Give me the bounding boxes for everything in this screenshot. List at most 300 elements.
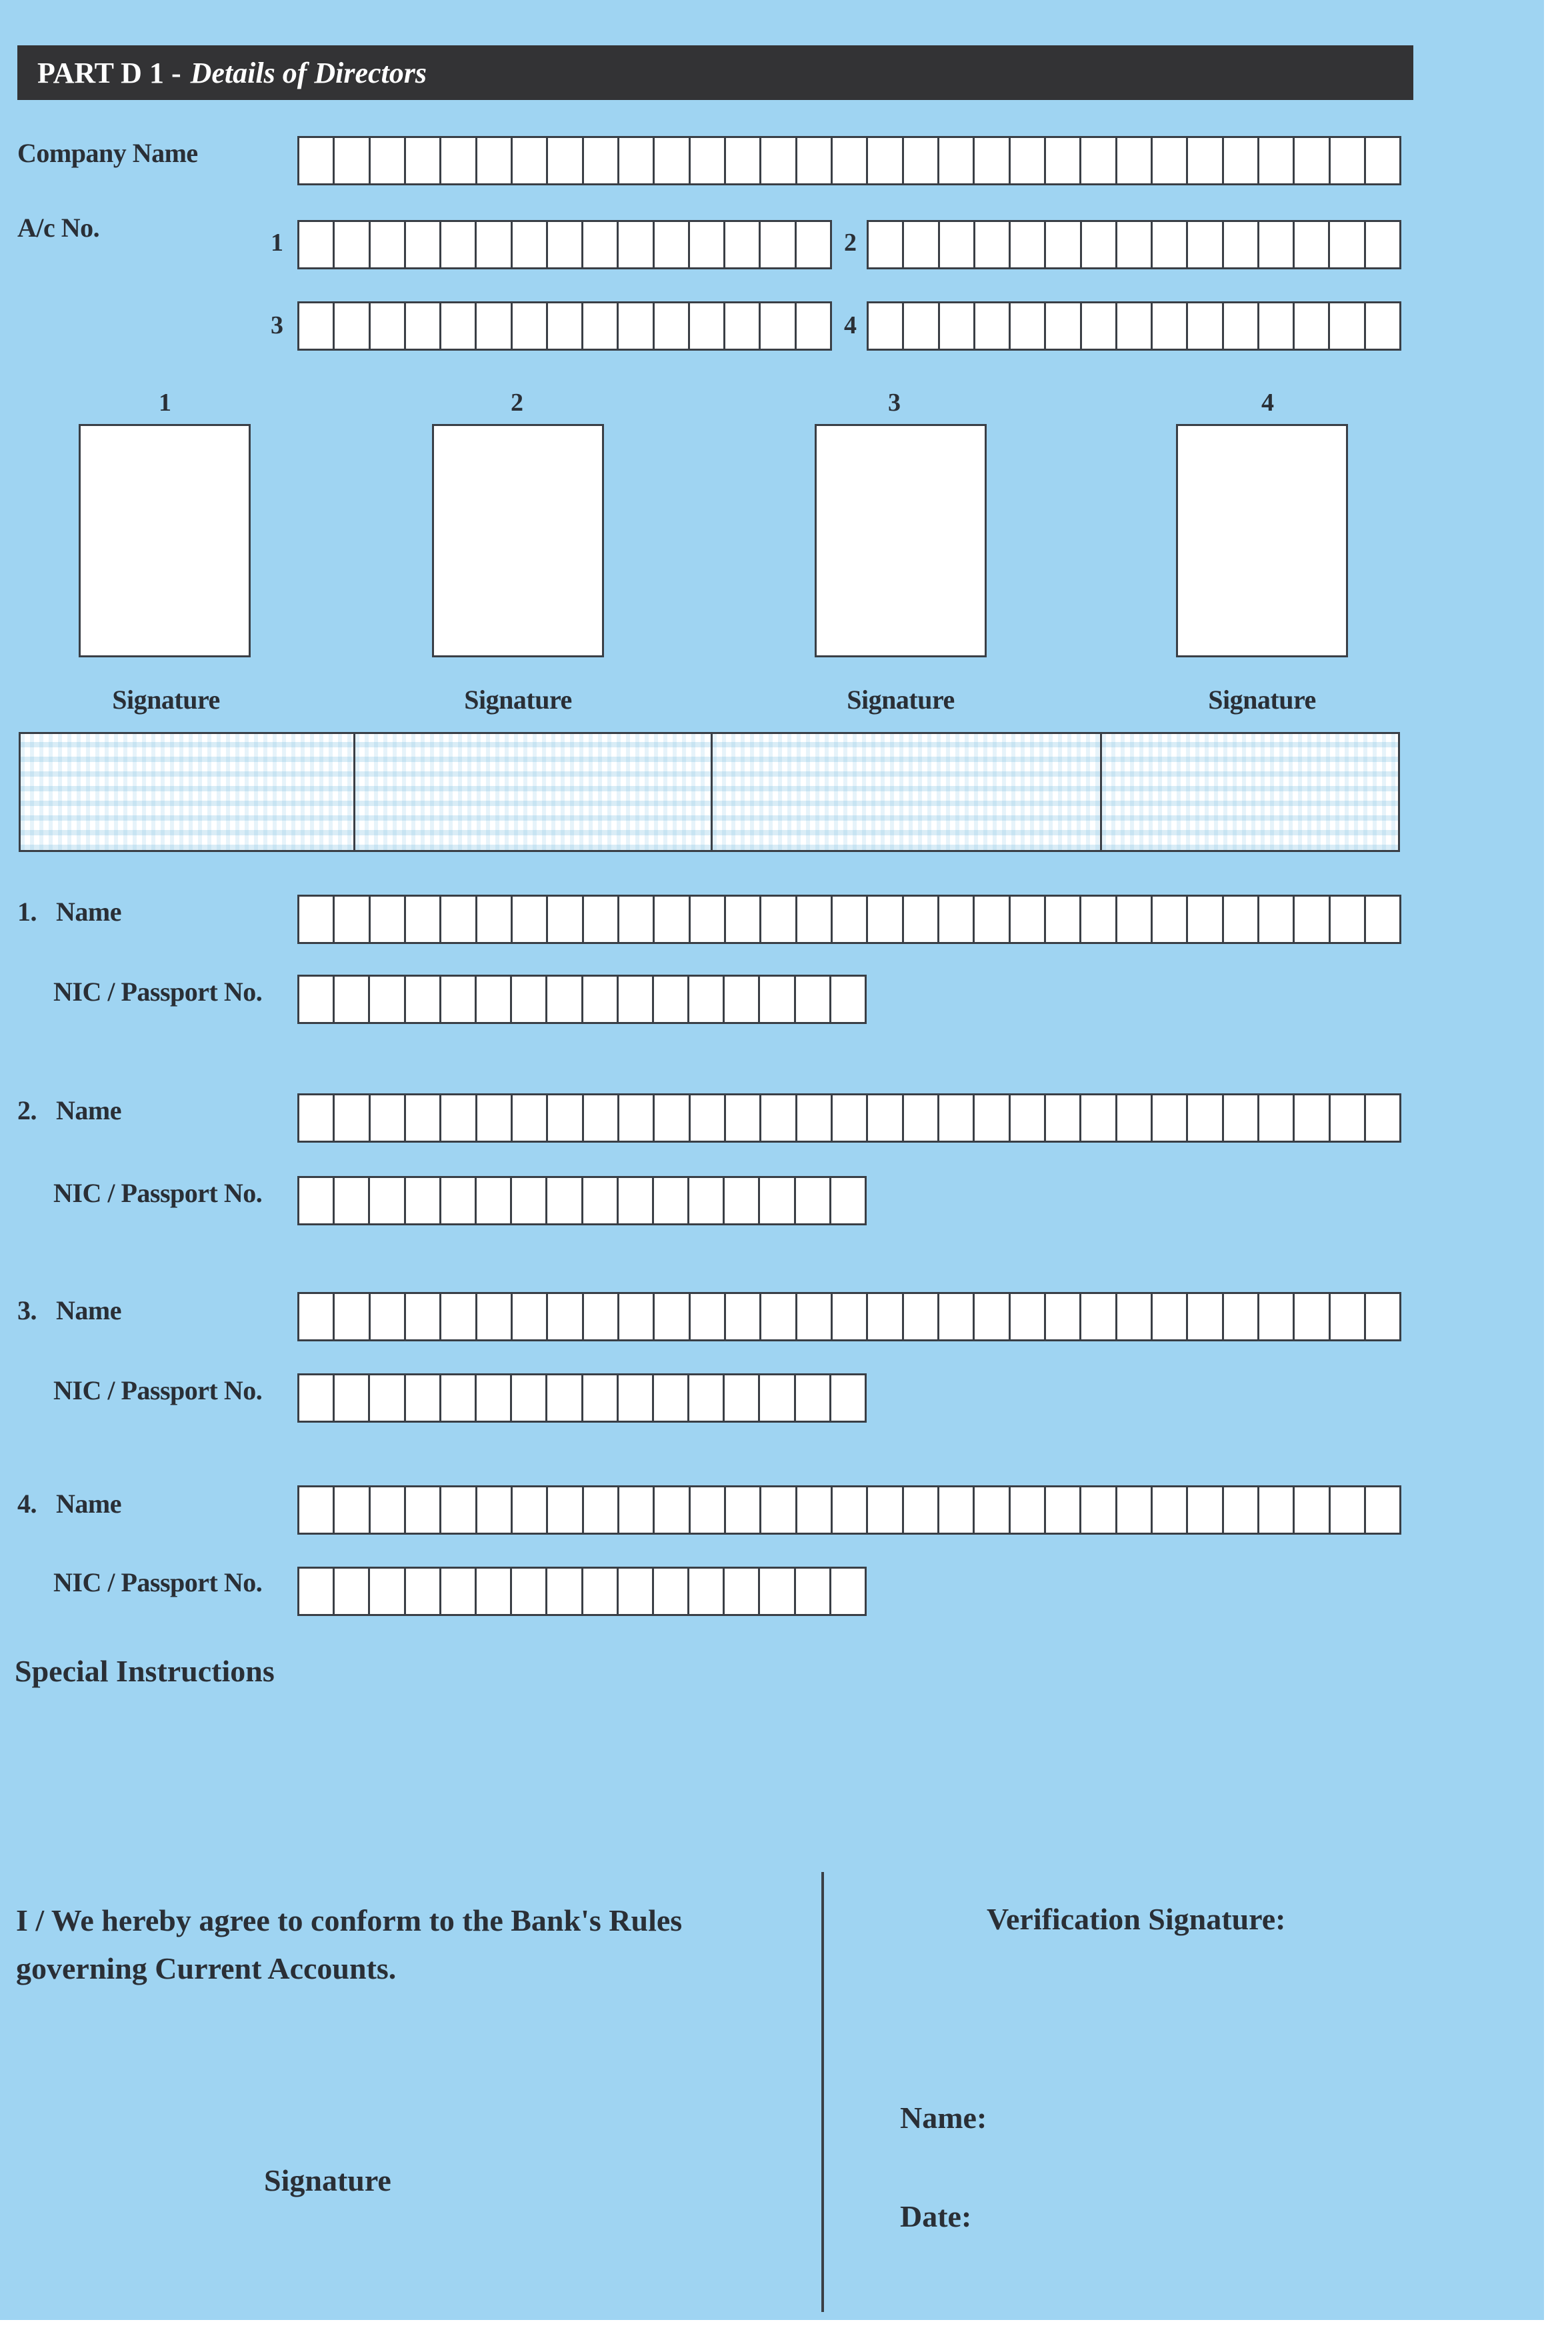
character-box[interactable] [477, 1569, 512, 1614]
character-box[interactable] [1117, 303, 1153, 349]
character-box[interactable] [477, 897, 513, 942]
character-box[interactable] [796, 977, 831, 1022]
character-box[interactable] [904, 1487, 939, 1533]
account-number-input-2[interactable] [867, 220, 1401, 269]
character-box[interactable] [1259, 303, 1295, 349]
character-box[interactable] [406, 1294, 441, 1339]
character-box[interactable] [370, 977, 405, 1022]
character-box[interactable] [761, 897, 797, 942]
character-box[interactable] [583, 303, 619, 349]
character-box[interactable] [299, 1375, 335, 1421]
character-box[interactable] [1224, 303, 1259, 349]
character-box[interactable] [584, 1095, 619, 1141]
character-box[interactable] [1153, 303, 1188, 349]
character-box[interactable] [654, 977, 689, 1022]
character-box[interactable] [1046, 1294, 1081, 1339]
character-box[interactable] [513, 1095, 548, 1141]
character-box[interactable] [371, 222, 406, 267]
character-box[interactable] [1153, 138, 1188, 183]
character-box[interactable] [1295, 1294, 1330, 1339]
photo-box-2[interactable] [432, 424, 604, 657]
character-box[interactable] [512, 1178, 547, 1223]
director-id-input-3[interactable] [297, 1373, 867, 1423]
character-box[interactable] [299, 1569, 335, 1614]
character-box[interactable] [371, 1487, 406, 1533]
character-box[interactable] [335, 897, 370, 942]
character-box[interactable] [1259, 897, 1295, 942]
character-box[interactable] [513, 1294, 548, 1339]
account-number-input-4[interactable] [867, 301, 1401, 351]
character-box[interactable] [939, 1095, 975, 1141]
special-instructions-area[interactable] [15, 1707, 1401, 1853]
character-box[interactable] [689, 977, 725, 1022]
character-box[interactable] [1295, 897, 1330, 942]
character-box[interactable] [939, 138, 975, 183]
character-box[interactable] [619, 1375, 654, 1421]
director-name-input-2[interactable] [297, 1093, 1401, 1143]
character-box[interactable] [904, 897, 939, 942]
character-box[interactable] [584, 138, 619, 183]
character-box[interactable] [548, 1294, 583, 1339]
character-box[interactable] [548, 222, 583, 267]
character-box[interactable] [1259, 1095, 1295, 1141]
character-box[interactable] [584, 1294, 619, 1339]
character-box[interactable] [513, 138, 548, 183]
character-box[interactable] [477, 1095, 513, 1141]
character-box[interactable] [406, 138, 441, 183]
character-box[interactable] [761, 1294, 797, 1339]
character-box[interactable] [833, 897, 868, 942]
character-box[interactable] [691, 1095, 726, 1141]
character-box[interactable] [1046, 138, 1081, 183]
character-box[interactable] [512, 1569, 547, 1614]
character-box[interactable] [796, 1375, 831, 1421]
character-box[interactable] [584, 897, 619, 942]
character-box[interactable] [1295, 1487, 1330, 1533]
character-box[interactable] [548, 897, 583, 942]
character-box[interactable] [299, 1095, 335, 1141]
character-box[interactable] [1259, 222, 1295, 267]
signature-panel-4[interactable] [1102, 734, 1398, 850]
character-box[interactable] [406, 977, 441, 1022]
character-box[interactable] [1081, 1294, 1117, 1339]
character-box[interactable] [1117, 138, 1153, 183]
character-box[interactable] [868, 1294, 903, 1339]
director-id-input-4[interactable] [297, 1567, 867, 1616]
account-number-input-3[interactable] [297, 301, 832, 351]
character-box[interactable] [1224, 1487, 1259, 1533]
character-box[interactable] [370, 1375, 405, 1421]
character-box[interactable] [939, 897, 975, 942]
character-box[interactable] [513, 1487, 548, 1533]
character-box[interactable] [1295, 222, 1330, 267]
character-box[interactable] [583, 1375, 619, 1421]
character-box[interactable] [796, 1178, 831, 1223]
character-box[interactable] [833, 1294, 868, 1339]
character-box[interactable] [406, 1178, 441, 1223]
character-box[interactable] [655, 1095, 690, 1141]
character-box[interactable] [619, 222, 654, 267]
character-box[interactable] [689, 1375, 725, 1421]
signature-panel-3[interactable] [713, 734, 1102, 850]
character-box[interactable] [441, 977, 477, 1022]
character-box[interactable] [441, 138, 477, 183]
character-box[interactable] [1366, 1294, 1399, 1339]
character-box[interactable] [1330, 303, 1365, 349]
character-box[interactable] [1331, 138, 1366, 183]
character-box[interactable] [691, 1294, 726, 1339]
character-box[interactable] [1295, 138, 1330, 183]
character-box[interactable] [335, 1487, 370, 1533]
character-box[interactable] [335, 977, 370, 1022]
character-box[interactable] [441, 1294, 477, 1339]
character-box[interactable] [583, 1569, 619, 1614]
character-box[interactable] [1081, 1095, 1117, 1141]
character-box[interactable] [655, 303, 690, 349]
character-box[interactable] [406, 1095, 441, 1141]
director-name-input-1[interactable] [297, 895, 1401, 944]
character-box[interactable] [975, 1487, 1010, 1533]
character-box[interactable] [725, 303, 761, 349]
character-box[interactable] [655, 897, 690, 942]
character-box[interactable] [975, 222, 1011, 267]
character-box[interactable] [299, 1178, 335, 1223]
character-box[interactable] [655, 222, 690, 267]
character-box[interactable] [1366, 1487, 1399, 1533]
character-box[interactable] [831, 1569, 865, 1614]
character-box[interactable] [1331, 1294, 1366, 1339]
character-box[interactable] [547, 1178, 583, 1223]
character-box[interactable] [1188, 897, 1223, 942]
character-box[interactable] [1153, 1095, 1188, 1141]
character-box[interactable] [726, 138, 761, 183]
character-box[interactable] [1331, 1095, 1366, 1141]
character-box[interactable] [975, 303, 1011, 349]
character-box[interactable] [1082, 303, 1117, 349]
character-box[interactable] [1224, 1095, 1259, 1141]
character-box[interactable] [760, 1569, 795, 1614]
character-box[interactable] [797, 1294, 833, 1339]
company-name-input[interactable] [297, 136, 1401, 185]
character-box[interactable] [299, 897, 335, 942]
character-box[interactable] [1224, 222, 1259, 267]
character-box[interactable] [512, 1375, 547, 1421]
character-box[interactable] [726, 1294, 761, 1339]
character-box[interactable] [1011, 1095, 1046, 1141]
character-box[interactable] [833, 1095, 868, 1141]
character-box[interactable] [975, 1294, 1010, 1339]
character-box[interactable] [1259, 138, 1295, 183]
character-box[interactable] [1295, 1095, 1330, 1141]
character-box[interactable] [547, 1375, 583, 1421]
character-box[interactable] [726, 1487, 761, 1533]
character-box[interactable] [406, 222, 441, 267]
character-box[interactable] [619, 1487, 655, 1533]
character-box[interactable] [370, 1569, 405, 1614]
character-box[interactable] [1188, 1095, 1223, 1141]
character-box[interactable] [1117, 1095, 1153, 1141]
character-box[interactable] [726, 1095, 761, 1141]
character-box[interactable] [406, 1375, 441, 1421]
character-box[interactable] [548, 1487, 583, 1533]
character-box[interactable] [833, 1487, 868, 1533]
character-box[interactable] [868, 1487, 903, 1533]
character-box[interactable] [299, 222, 335, 267]
character-box[interactable] [441, 1178, 477, 1223]
character-box[interactable] [1366, 1095, 1399, 1141]
character-box[interactable] [725, 1375, 760, 1421]
character-box[interactable] [441, 222, 477, 267]
character-box[interactable] [1153, 897, 1188, 942]
signature-panel-2[interactable] [355, 734, 713, 850]
character-box[interactable] [904, 303, 939, 349]
character-box[interactable] [1366, 897, 1399, 942]
character-box[interactable] [1081, 138, 1117, 183]
character-box[interactable] [335, 1569, 370, 1614]
character-box[interactable] [1188, 222, 1223, 267]
character-box[interactable] [690, 222, 725, 267]
character-box[interactable] [725, 977, 760, 1022]
character-box[interactable] [583, 222, 619, 267]
character-box[interactable] [477, 1487, 513, 1533]
character-box[interactable] [477, 977, 512, 1022]
character-box[interactable] [406, 1569, 441, 1614]
character-box[interactable] [761, 138, 797, 183]
character-box[interactable] [477, 222, 512, 267]
character-box[interactable] [1259, 1294, 1295, 1339]
character-box[interactable] [761, 1095, 797, 1141]
character-box[interactable] [1188, 303, 1223, 349]
character-box[interactable] [1082, 222, 1117, 267]
character-box[interactable] [761, 1487, 797, 1533]
character-box[interactable] [441, 897, 477, 942]
character-box[interactable] [797, 1095, 833, 1141]
character-box[interactable] [1259, 1487, 1295, 1533]
character-box[interactable] [1224, 1294, 1259, 1339]
character-box[interactable] [335, 303, 370, 349]
character-box[interactable] [1011, 138, 1046, 183]
character-box[interactable] [797, 138, 833, 183]
character-box[interactable] [299, 138, 335, 183]
character-box[interactable] [725, 222, 761, 267]
character-box[interactable] [1011, 303, 1046, 349]
character-box[interactable] [797, 897, 833, 942]
character-box[interactable] [371, 897, 406, 942]
character-box[interactable] [583, 977, 619, 1022]
signature-panel-1[interactable] [21, 734, 355, 850]
character-box[interactable] [619, 1095, 655, 1141]
character-box[interactable] [1153, 1487, 1188, 1533]
character-box[interactable] [797, 222, 830, 267]
character-box[interactable] [1331, 897, 1366, 942]
character-box[interactable] [760, 977, 795, 1022]
character-box[interactable] [1081, 1487, 1117, 1533]
character-box[interactable] [513, 222, 548, 267]
character-box[interactable] [441, 303, 477, 349]
director-name-input-4[interactable] [297, 1485, 1401, 1535]
character-box[interactable] [477, 303, 512, 349]
photo-box-1[interactable] [79, 424, 251, 657]
character-box[interactable] [335, 222, 370, 267]
character-box[interactable] [371, 1095, 406, 1141]
character-box[interactable] [868, 1095, 903, 1141]
character-box[interactable] [1366, 303, 1399, 349]
director-id-input-2[interactable] [297, 1176, 867, 1225]
character-box[interactable] [833, 138, 868, 183]
character-box[interactable] [619, 977, 654, 1022]
character-box[interactable] [939, 1487, 975, 1533]
character-box[interactable] [1366, 138, 1399, 183]
character-box[interactable] [796, 1569, 831, 1614]
character-box[interactable] [940, 303, 975, 349]
character-box[interactable] [1331, 1487, 1366, 1533]
director-id-input-1[interactable] [297, 975, 867, 1024]
character-box[interactable] [441, 1487, 477, 1533]
director-name-input-3[interactable] [297, 1292, 1401, 1341]
character-box[interactable] [619, 1569, 654, 1614]
character-box[interactable] [1011, 1487, 1046, 1533]
character-box[interactable] [869, 222, 904, 267]
character-box[interactable] [1011, 897, 1046, 942]
character-box[interactable] [868, 897, 903, 942]
character-box[interactable] [904, 1095, 939, 1141]
character-box[interactable] [371, 303, 406, 349]
character-box[interactable] [691, 1487, 726, 1533]
character-box[interactable] [335, 1095, 370, 1141]
character-box[interactable] [869, 303, 904, 349]
character-box[interactable] [1117, 897, 1153, 942]
character-box[interactable] [655, 138, 690, 183]
character-box[interactable] [299, 977, 335, 1022]
character-box[interactable] [1153, 1294, 1188, 1339]
character-box[interactable] [904, 222, 939, 267]
character-box[interactable] [726, 897, 761, 942]
character-box[interactable] [1295, 303, 1330, 349]
character-box[interactable] [335, 1178, 370, 1223]
character-box[interactable] [584, 1487, 619, 1533]
character-box[interactable] [335, 138, 370, 183]
character-box[interactable] [725, 1178, 760, 1223]
character-box[interactable] [619, 1294, 655, 1339]
character-box[interactable] [477, 1294, 513, 1339]
character-box[interactable] [831, 1178, 865, 1223]
character-box[interactable] [761, 222, 796, 267]
photo-box-3[interactable] [815, 424, 987, 657]
character-box[interactable] [441, 1569, 477, 1614]
character-box[interactable] [939, 1294, 975, 1339]
character-box[interactable] [1188, 1294, 1223, 1339]
character-box[interactable] [1046, 303, 1081, 349]
character-box[interactable] [1081, 897, 1117, 942]
character-box[interactable] [513, 303, 548, 349]
character-box[interactable] [975, 897, 1010, 942]
character-box[interactable] [548, 303, 583, 349]
character-box[interactable] [547, 1569, 583, 1614]
character-box[interactable] [619, 897, 655, 942]
character-box[interactable] [619, 1178, 654, 1223]
character-box[interactable] [1188, 1487, 1223, 1533]
character-box[interactable] [548, 138, 583, 183]
character-box[interactable] [371, 1294, 406, 1339]
character-box[interactable] [831, 977, 865, 1022]
character-box[interactable] [513, 897, 548, 942]
character-box[interactable] [583, 1178, 619, 1223]
character-box[interactable] [760, 1375, 795, 1421]
character-box[interactable] [1224, 897, 1259, 942]
character-box[interactable] [1011, 222, 1046, 267]
character-box[interactable] [1188, 138, 1223, 183]
character-box[interactable] [477, 1178, 512, 1223]
character-box[interactable] [406, 1487, 441, 1533]
character-box[interactable] [831, 1375, 865, 1421]
character-box[interactable] [441, 1375, 477, 1421]
character-box[interactable] [975, 138, 1010, 183]
character-box[interactable] [655, 1487, 690, 1533]
character-box[interactable] [1117, 1294, 1153, 1339]
character-box[interactable] [691, 897, 726, 942]
character-box[interactable] [619, 303, 654, 349]
character-box[interactable] [654, 1375, 689, 1421]
character-box[interactable] [1117, 1487, 1153, 1533]
account-number-input-1[interactable] [297, 220, 832, 269]
character-box[interactable] [441, 1095, 477, 1141]
character-box[interactable] [406, 897, 441, 942]
character-box[interactable] [477, 138, 513, 183]
character-box[interactable] [477, 1375, 512, 1421]
photo-box-4[interactable] [1176, 424, 1348, 657]
character-box[interactable] [654, 1178, 689, 1223]
character-box[interactable] [1046, 222, 1081, 267]
character-box[interactable] [797, 303, 830, 349]
character-box[interactable] [1224, 138, 1259, 183]
character-box[interactable] [1153, 222, 1188, 267]
character-box[interactable] [1366, 222, 1399, 267]
character-box[interactable] [548, 1095, 583, 1141]
character-box[interactable] [299, 1487, 335, 1533]
character-box[interactable] [1011, 1294, 1046, 1339]
character-box[interactable] [654, 1569, 689, 1614]
character-box[interactable] [371, 138, 406, 183]
character-box[interactable] [868, 138, 903, 183]
character-box[interactable] [406, 303, 441, 349]
character-box[interactable] [691, 138, 726, 183]
character-box[interactable] [689, 1178, 725, 1223]
character-box[interactable] [904, 138, 939, 183]
character-box[interactable] [299, 1294, 335, 1339]
character-box[interactable] [335, 1375, 370, 1421]
character-box[interactable] [975, 1095, 1010, 1141]
character-box[interactable] [1046, 897, 1081, 942]
character-box[interactable] [760, 1178, 795, 1223]
character-box[interactable] [689, 1569, 725, 1614]
character-box[interactable] [335, 1294, 370, 1339]
character-box[interactable] [655, 1294, 690, 1339]
character-box[interactable] [547, 977, 583, 1022]
character-box[interactable] [1046, 1095, 1081, 1141]
character-box[interactable] [299, 303, 335, 349]
character-box[interactable] [690, 303, 725, 349]
character-box[interactable] [1046, 1487, 1081, 1533]
character-box[interactable] [725, 1569, 760, 1614]
character-box[interactable] [1330, 222, 1365, 267]
character-box[interactable] [619, 138, 655, 183]
character-box[interactable] [797, 1487, 833, 1533]
character-box[interactable] [1117, 222, 1153, 267]
character-box[interactable] [761, 303, 796, 349]
character-box[interactable] [512, 977, 547, 1022]
character-box[interactable] [370, 1178, 405, 1223]
character-box[interactable] [904, 1294, 939, 1339]
